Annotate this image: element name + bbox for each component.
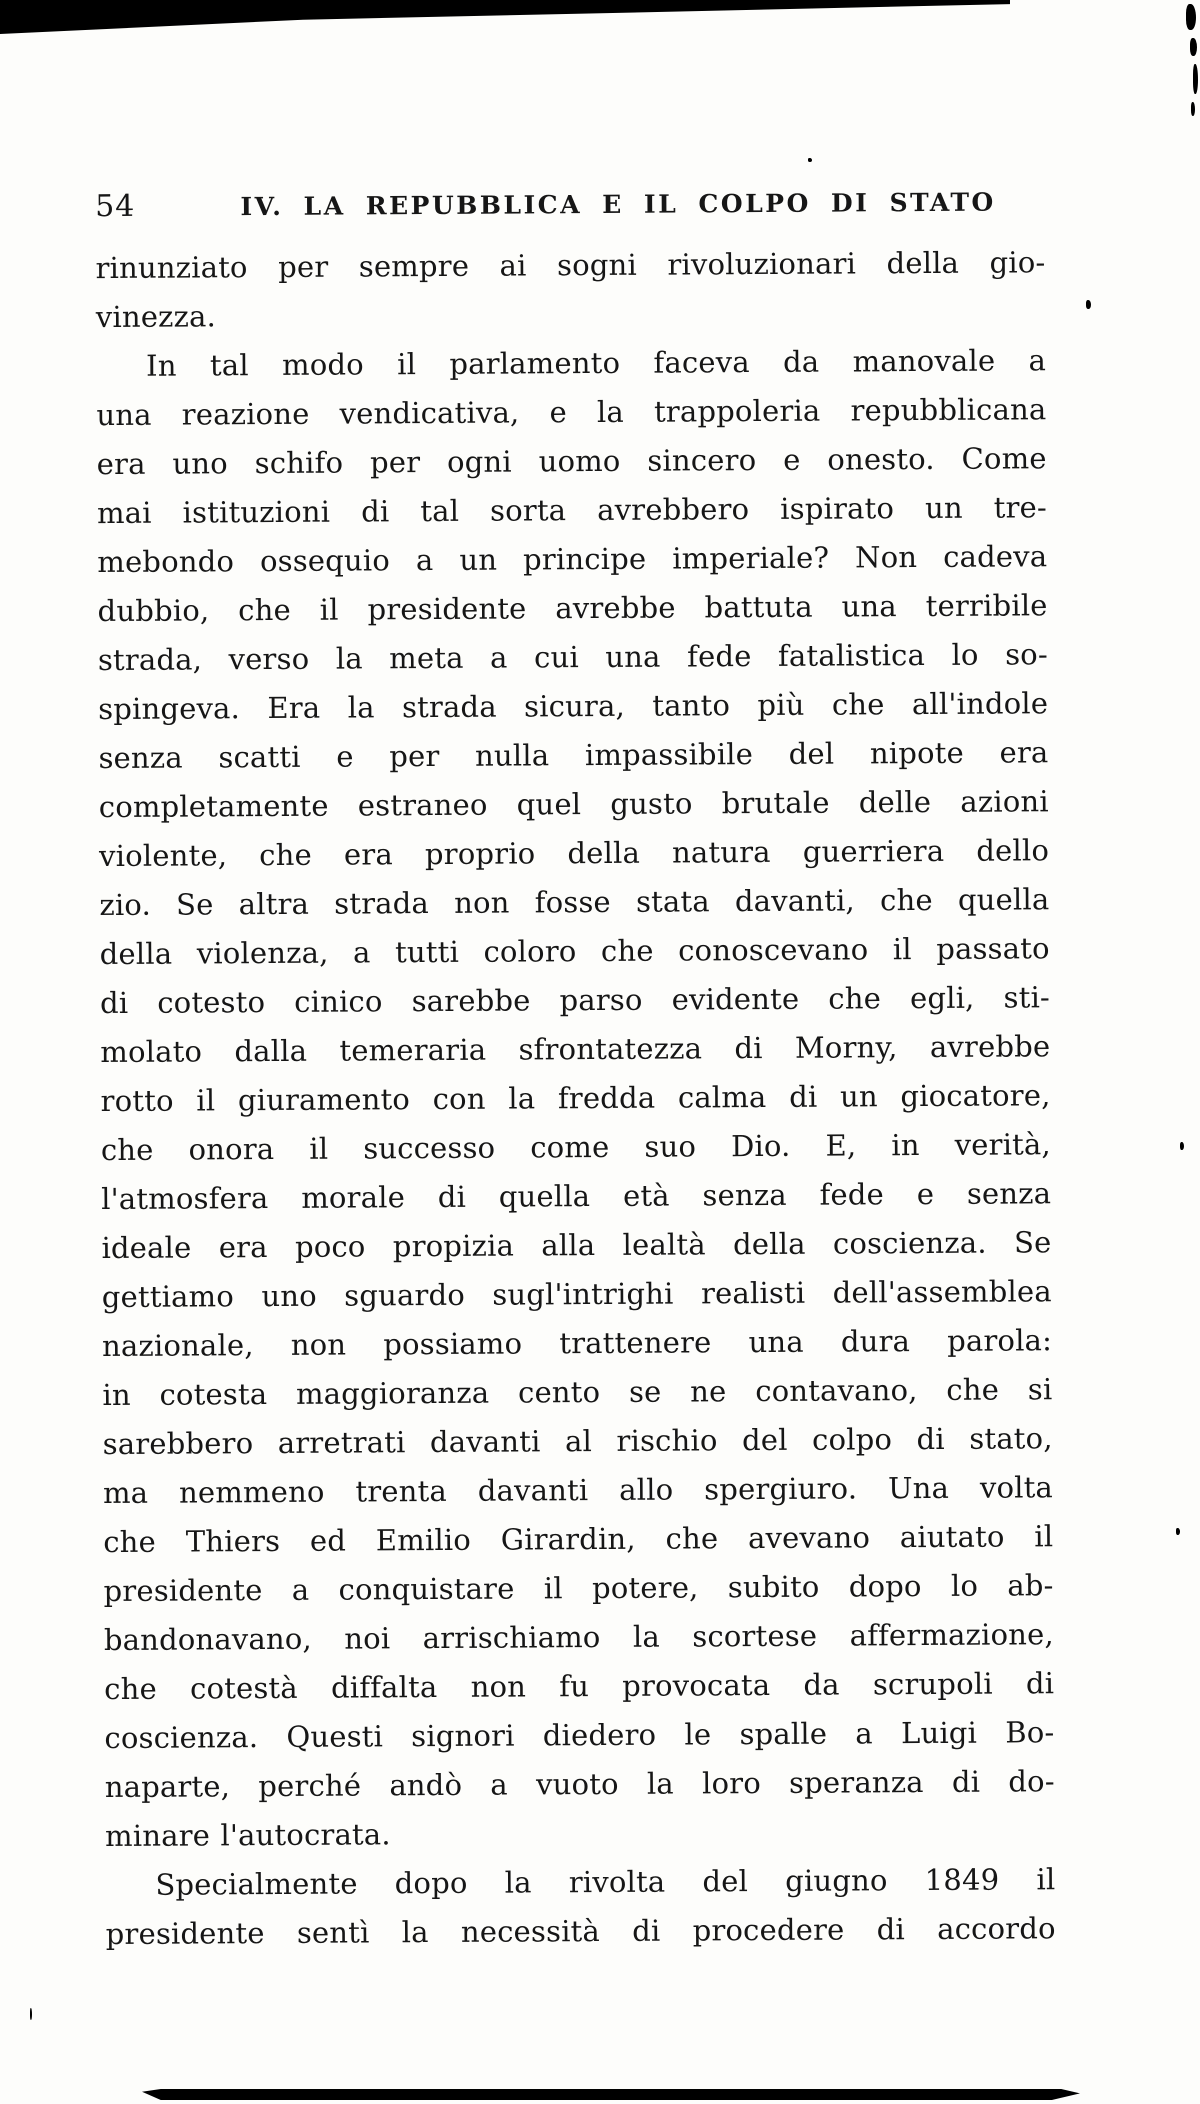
running-title: IV. LA REPUBBLICA E IL COLPO DI STATO [240,187,996,222]
body-text [95,238,1055,1959]
text-line: vinezza. [95,299,217,335]
text-line: di cotesto cinico sarebbe parso evidente che egli, sti- [99,980,1051,1021]
text-line: Specialmente dopo la rivolta del giugno 1849 il [155,1862,1056,1902]
text-line: che Thiers ed Emilio Girardin, che avevano aiutato il [103,1519,1054,1560]
text-line: era uno schifo per ogni uomo sincero e onesto. Come [96,441,1047,482]
paragraph [95,238,1046,342]
text-line: bandonavano, noi arrischiamo la scortese affermazione, [103,1617,1054,1658]
text-line: minare l'autocrata. [104,1817,391,1854]
text-line: ma nemmeno trenta davanti allo spergiuro. Una volta [102,1470,1054,1511]
text-line: molato dalla temeraria sfrontatezza di Morny, avrebbe [100,1029,1051,1070]
text-line: presidente a conquistare il potere, subito dopo lo ab- [103,1568,1054,1609]
text-line: dubbio, che il presidente avrebbe battuta una terribile [97,588,1048,629]
text-line: violente, che era proprio della natura guerriera dello [99,833,1050,874]
text-line: mebondo ossequio a un principe imperiale? Non cadeva [97,539,1048,580]
text-line: nazionale, non possiamo trattenere una dura parola: [102,1323,1053,1364]
text-line: in cotesta maggioranza cento se ne contavano, che si [102,1372,1053,1413]
text-line: che onora il successo come suo Dio. E, in verità, [100,1127,1051,1168]
text-line: completamente estraneo quel gusto brutale delle azioni [98,784,1049,825]
text-line: coscienza. Questi signori diedero le spalle a Luigi Bo- [104,1715,1055,1756]
text-line: senza scatti e per nulla impassibile del nipote era [98,735,1049,776]
text-line: sarebbero arretrati davanti al rischio del colpo di stato, [102,1421,1053,1462]
text-line: che cotestà diffalta non fu provocata da scrupoli di [104,1666,1055,1707]
text-line: della violenza, a tutti coloro che conoscevano il passato [99,931,1050,972]
text-line: In tal modo il parlamento faceva da manovale a [146,343,1047,383]
text-line: presidente sentì la necessità di procedere di accordo [105,1911,1056,1952]
text-line: zio. Se altra strada non fosse stata davanti, che quella [99,882,1050,923]
text-line: spingeva. Era la strada sicura, tanto più che all'indole [98,686,1049,727]
text-line: rotto il giuramento con la fredda calma di un giocatore, [100,1078,1051,1119]
text-line: naparte, perché andò a vuoto la loro speranza di do- [104,1764,1055,1805]
paragraph [105,1855,1056,1959]
paragraph [96,336,1055,1861]
text-line: gettiamo uno sguardo sugl'intrighi realisti dell'assemblea [101,1274,1052,1315]
text-line: ideale era poco propizia alla lealtà della coscienza. Se [101,1225,1052,1266]
text-line: strada, verso la meta a cui una fede fatalistica lo so- [97,637,1049,678]
text-line: l'atmosfera morale di quella età senza fede e senza [101,1176,1052,1217]
page-header [95,183,1045,224]
page-number: 54 [95,188,136,225]
text-line: una reazione vendicativa, e la trappoleria repubblicana [96,392,1047,433]
text-line: rinunziato per sempre ai sogni rivoluzionari della gio- [95,245,1046,286]
text-line: mai istituzioni di tal sorta avrebbero ispirato un tre- [96,490,1048,531]
